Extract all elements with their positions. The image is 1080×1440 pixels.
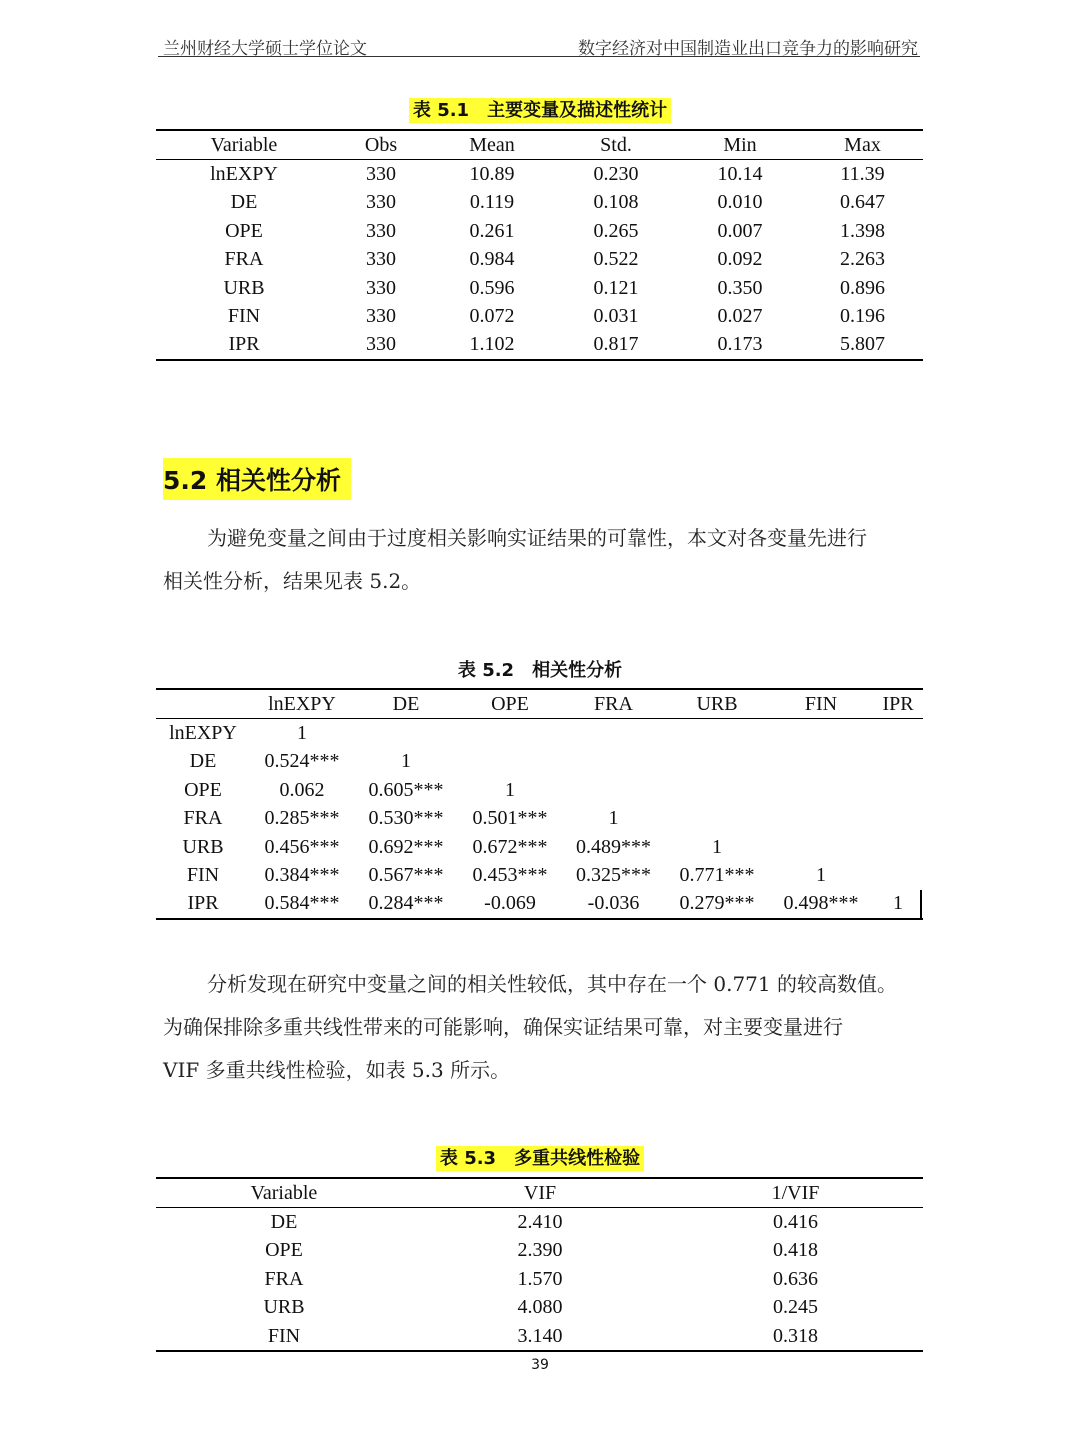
- table2-cell: 1: [608, 807, 619, 830]
- table1-header-cell: Max: [802, 130, 923, 160]
- table1-row-label: OPE: [225, 219, 263, 242]
- table3-row: [156, 1237, 923, 1265]
- table2-row: [156, 890, 923, 919]
- table1-cell: 0.817: [554, 331, 678, 360]
- table2-cell: [458, 719, 562, 748]
- table3-cell: 2.390: [517, 1239, 563, 1262]
- header-rule: [158, 56, 920, 57]
- table3-row-label: FRA: [264, 1267, 304, 1290]
- paragraph-2: [163, 963, 923, 1092]
- table2-cell: [665, 748, 769, 776]
- table3-cell: 3.140: [412, 1322, 668, 1351]
- table2-cell: 0.584***: [250, 890, 354, 919]
- table1-row: [156, 217, 923, 245]
- table2-cell: 0.501***: [472, 807, 548, 830]
- table1-row-label: IPR: [156, 331, 332, 360]
- table2-cell: [873, 833, 923, 861]
- table1-cell: 0.108: [593, 191, 639, 214]
- table2-cell: -0.036: [562, 890, 665, 919]
- table2-cell: [769, 719, 873, 748]
- table3-caption: 表 5.3 多重共线性检验: [436, 1146, 644, 1171]
- running-header-right: 数字经济对中国制造业出口竞争力的影响研究: [578, 39, 918, 59]
- table1-row-label: FIN: [227, 305, 261, 328]
- table1-cell: 1.102: [430, 331, 554, 360]
- table1-cell: 0.092: [717, 248, 763, 271]
- table2-cell: [873, 719, 923, 748]
- table1-row-label: URB: [223, 276, 265, 299]
- table3-row: [156, 1208, 923, 1237]
- table1-cell: 0.072: [469, 305, 515, 328]
- table2-cell: 0.285***: [264, 807, 340, 830]
- table1-cell: 0.230: [593, 163, 639, 186]
- table2-cell: 0.692***: [368, 835, 444, 858]
- table1-cell: 11.39: [840, 163, 885, 186]
- table2-cell: 0.284***: [354, 890, 458, 919]
- table2-header-cell: URB: [665, 689, 769, 719]
- table2-cell: 0.530***: [368, 807, 444, 830]
- table2-cell: 0.453***: [472, 864, 548, 887]
- table1-cell: 330: [366, 276, 396, 299]
- table3-cell: 0.418: [773, 1239, 818, 1262]
- table1-cell: 0.121: [593, 276, 639, 299]
- table1-cell: 0.261: [469, 219, 515, 242]
- table1-row-label: lnEXPY: [210, 163, 278, 186]
- table2-row: [156, 719, 923, 748]
- table3-row-label: OPE: [265, 1239, 303, 1262]
- table1-cell: 330: [332, 331, 430, 360]
- paragraph-2-line-2: 为确保排除多重共线性带来的可能影响，确保实证结果可靠，对主要变量进行: [163, 1015, 843, 1039]
- paragraph-1-line-1: 为避免变量之间由于过度相关影响实证结果的可靠性，本文对各变量先进行: [207, 526, 867, 550]
- table1-cell: 0.007: [717, 219, 763, 242]
- table1-cell: 0.984: [469, 248, 515, 271]
- table2-cell: 0.489***: [576, 835, 651, 858]
- ipr-cell-edge: [920, 890, 922, 920]
- table2-cell: 1: [873, 890, 923, 919]
- table2-cell: 0.605***: [368, 778, 444, 801]
- table2-cell: [562, 719, 665, 748]
- table2-row: [156, 776, 923, 804]
- table1-header-cell: Mean: [430, 130, 554, 160]
- table2-row-label: IPR: [156, 890, 250, 919]
- table1-cell: 330: [366, 219, 396, 242]
- table1-cell: 0.896: [840, 276, 885, 299]
- table2-cell: 0.325***: [576, 864, 651, 887]
- table2-header-cell: OPE: [458, 689, 562, 719]
- table3-cell: 2.410: [517, 1211, 563, 1234]
- table2-caption-wrap: [0, 656, 1080, 682]
- table3-row-label: FIN: [156, 1322, 412, 1351]
- table1-row: [156, 160, 923, 189]
- table2-header-cell: FIN: [769, 689, 873, 719]
- section-heading: 5.2 相关性分析: [163, 458, 351, 500]
- table3-cell: 0.318: [668, 1322, 923, 1351]
- table3-header-cell: Variable: [156, 1178, 412, 1208]
- table1-cell: 330: [366, 191, 396, 214]
- table2-cell: [562, 748, 665, 776]
- table1-cell: 0.596: [469, 276, 515, 299]
- table2-cell: 0.567***: [368, 864, 444, 887]
- table1-cell: 1.398: [840, 219, 885, 242]
- table3-cell: 0.245: [773, 1296, 818, 1319]
- correlation-table: [156, 688, 923, 920]
- table3-row-label: DE: [270, 1211, 298, 1234]
- table1-caption: 表 5.1 主要变量及描述性统计: [409, 98, 671, 123]
- table3-header-cell: 1/VIF: [668, 1178, 923, 1208]
- table1-cell: 330: [366, 163, 396, 186]
- table1-row: [156, 331, 923, 360]
- table1-cell: 0.196: [840, 305, 885, 328]
- table1-cell: 0.027: [717, 305, 763, 328]
- table2-header-cell: IPR: [873, 689, 923, 719]
- table3-row-label: URB: [263, 1296, 305, 1319]
- table1-row: [156, 274, 923, 302]
- table2-cell: [769, 776, 873, 804]
- table1-cell: 0.031: [593, 305, 639, 328]
- table1-cell: 0.265: [593, 219, 639, 242]
- table2-header-cell: lnEXPY: [250, 689, 354, 719]
- paragraph-1-line-2: 相关性分析，结果见表 5.2。: [163, 569, 422, 593]
- table2-cell: [873, 776, 923, 804]
- table1-header-cell: Min: [678, 130, 802, 160]
- table2-cell: 1: [712, 835, 722, 858]
- descriptive-statistics-table: [156, 129, 923, 361]
- table2-cell: -0.069: [458, 890, 562, 919]
- table1-cell: 10.14: [717, 163, 763, 186]
- table1-cell: 330: [366, 248, 396, 271]
- table2-cell: 0.062: [279, 778, 325, 801]
- table2-cell: [354, 719, 458, 748]
- page-number: 39: [531, 1357, 549, 1373]
- table2-row-label: lnEXPY: [169, 722, 237, 745]
- table1-cell: 10.89: [469, 163, 515, 186]
- table2-cell: 0.384***: [264, 864, 340, 887]
- table2-cell: [665, 776, 769, 804]
- table2-row-label: FRA: [183, 807, 223, 830]
- table2-cell: [562, 776, 665, 804]
- table3-row: [156, 1294, 923, 1322]
- table2-cell: 1: [297, 722, 307, 745]
- table3-row: [156, 1265, 923, 1293]
- table2-cell: [665, 719, 769, 748]
- table2-cell: 1: [401, 750, 411, 773]
- table2-cell: 0.672***: [472, 835, 548, 858]
- table2-cell: 0.771***: [679, 864, 755, 887]
- table3-caption-wrap: [0, 1144, 1080, 1170]
- table2-cell: 1: [505, 778, 515, 801]
- table1-cell: 0.173: [678, 331, 802, 360]
- table1-row: [156, 246, 923, 274]
- table2-row-label: DE: [189, 750, 217, 773]
- table1-row-label: DE: [230, 191, 258, 214]
- table2-header-cell: DE: [354, 689, 458, 719]
- table1-cell: 5.807: [802, 331, 923, 360]
- paragraph-2-line-3: VIF 多重共线性检验，如表 5.3 所示。: [163, 1058, 511, 1082]
- table1-header-cell: Std.: [554, 130, 678, 160]
- table1-cell: 0.119: [469, 191, 515, 214]
- table1-cell: 0.010: [717, 191, 763, 214]
- table1-row: [156, 189, 923, 217]
- table2-cell: 0.524***: [264, 750, 340, 773]
- table2-row: [156, 805, 923, 833]
- table2-row-label: FIN: [186, 864, 220, 887]
- table2-cell: 1: [816, 864, 826, 887]
- table1-row-label: FRA: [224, 248, 264, 271]
- table3-cell: 0.636: [773, 1267, 818, 1290]
- table1-cell: 0.522: [593, 248, 639, 271]
- table2-row-label: URB: [182, 835, 224, 858]
- paragraph-1: [163, 517, 923, 603]
- table1-header-cell: Variable: [156, 130, 332, 160]
- table2-header-cell: [156, 689, 250, 719]
- table2-row: [156, 861, 923, 889]
- table3-cell: 0.416: [773, 1211, 818, 1234]
- table2-cell: [769, 833, 873, 861]
- table2-row: [156, 748, 923, 776]
- running-header-left: 兰州财经大学硕士学位论文: [163, 39, 367, 59]
- table2-cell: [769, 805, 873, 833]
- vif-table: [156, 1177, 923, 1352]
- table2-cell: 0.456***: [264, 835, 340, 858]
- table1-header-cell: Obs: [332, 130, 430, 160]
- table1-cell: 330: [366, 305, 396, 328]
- table2-cell: [873, 861, 923, 889]
- table2-cell: [458, 748, 562, 776]
- table1-caption-wrap: [0, 96, 1080, 122]
- table3-row: [156, 1322, 923, 1351]
- table1-cell: 2.263: [840, 248, 885, 271]
- table2-cell: [769, 748, 873, 776]
- table2-cell: 0.498***: [769, 890, 873, 919]
- table2-row: [156, 833, 923, 861]
- table2-cell: [873, 748, 923, 776]
- table1-cell: 0.350: [717, 276, 763, 299]
- table2-cell: [665, 805, 769, 833]
- table3-cell: 1.570: [517, 1267, 563, 1290]
- table2-row-label: OPE: [184, 778, 222, 801]
- table1-row: [156, 302, 923, 330]
- paragraph-2-line-1: 分析发现在研究中变量之间的相关性较低，其中存在一个 0.771 的较高数值。: [207, 972, 897, 996]
- table3-cell: 4.080: [517, 1296, 563, 1319]
- table2-header-cell: FRA: [562, 689, 665, 719]
- table1-cell: 0.647: [840, 191, 885, 214]
- table2-caption: 表 5.2 相关性分析: [457, 660, 623, 681]
- table2-cell: 0.279***: [665, 890, 769, 919]
- table2-cell: [873, 805, 923, 833]
- table3-header-cell: VIF: [412, 1178, 668, 1208]
